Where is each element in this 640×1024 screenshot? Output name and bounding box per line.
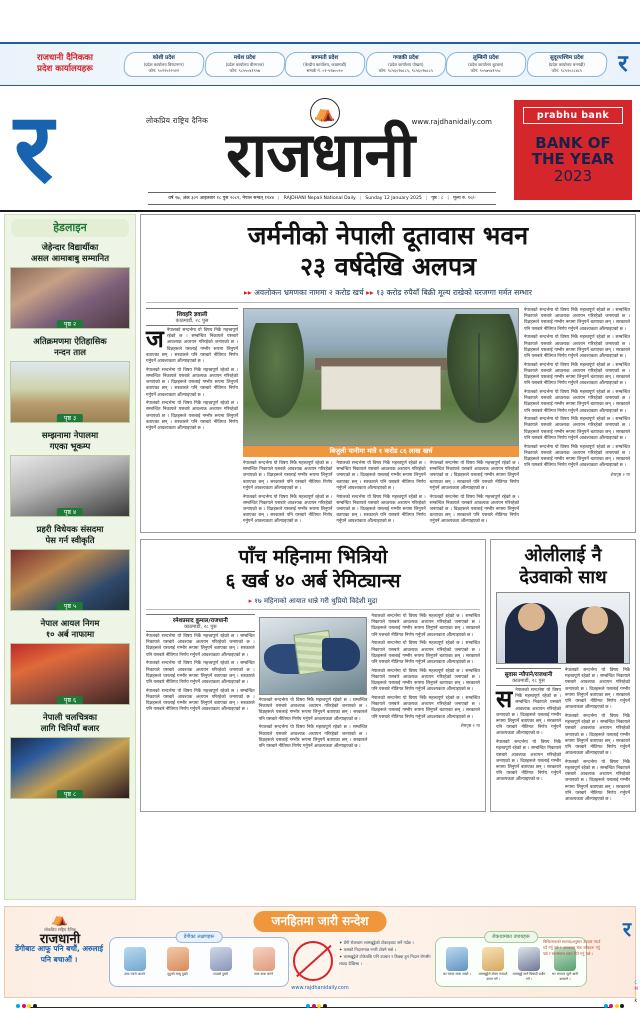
body-paragraph: नेपालको सन्दर्भमा यो विषय निकै महत्त्वपूर्ण रहेको छ । सम्बन्धित निकायले यसबारे आवश्यक अध्ययन गरिरहेको जनाएको छ । विज्ञहरूले यसलाई गम्भीर रूपमा लिनुपर्ने बताएका छन् । सरकारले पनि यसबारे नीतिगत निर्णय गर्नुपर्ने आवश्यकता औंल्याइएको छ । <box>565 759 630 803</box>
body-paragraph: नेपालको सन्दर्भमा यो विषय निकै महत्त्वपूर्ण रहेको छ । सम्बन्धित निकायले यसबारे आवश्यक अध्ययन गरिरहेको जनाएको छ । विज्ञहरूले यसलाई गम्भीर रूपमा लिनुपर्ने बताएका छन् । सरकारले पनि यसबारे नीतिगत निर्णय गर्नुपर्ने आवश्यकता औंल्याइएको छ । <box>371 614 481 638</box>
lead-photo-caption: बिजुली पानीमा मात्रै १ करोड ८६ लाख खर्च <box>243 446 519 457</box>
politics-body <box>496 668 630 806</box>
page-badge: पृष्ठ ६ <box>57 696 83 705</box>
remittance-body <box>146 614 480 753</box>
page-badge: पृष्ठ ४ <box>57 508 83 517</box>
body-paragraph: नेपालको सन्दर्भमा यो विषय निकै महत्त्वपूर्ण रहेको छ । सम्बन्धित निकायले यसबारे आवश्यक अध्ययन गरिरहेको जनाएको छ । विज्ञहरूले यसलाई गम्भीर रूपमा लिनुपर्ने बताएका छन् । सरकारले पनि यसबारे नीतिगत निर्णय गर्नुपर्ने आवश्यकता औंल्याइएको छ । <box>146 367 238 398</box>
rajdhani-mark-icon: र <box>618 50 628 77</box>
lead-headline-line2: २३ वर्षदेखि अलपत्र <box>299 252 476 281</box>
page-badge: पृष्ठ ३ <box>57 414 83 423</box>
prevention-label: लामखुट्टेले टोक्न नपाउने उपाय गर्ने । <box>478 972 508 981</box>
province-office: (प्रदेश कार्यालय वीरगञ्ज) <box>225 61 264 67</box>
body-paragraph: नेपालको सन्दर्भमा यो विषय निकै महत्त्वपूर्ण रहेको छ । सम्बन्धित निकायले यसबारे आवश्यक अध्ययन गरिरहेको जनाएको छ । विज्ञहरूले यसलाई गम्भीर रूपमा लिनुपर्ने बताएका छन् । सरकारले पनि यसबारे नीतिगत निर्णय गर्नुपर्ने आवश्यकता औंल्याइएको छ । <box>371 695 481 720</box>
province-offices-bar <box>0 42 640 86</box>
byline-place: काठमाडौं, २८ पुस <box>184 624 217 631</box>
drop-cap: स <box>496 685 513 714</box>
province-chip[interactable] <box>203 52 285 77</box>
print-registration-bar <box>0 1004 640 1010</box>
sidebar-item-title <box>10 710 130 737</box>
prevention-label: लामखुट्टे मार्ने बिषादी प्रयोग गर्ने । <box>512 972 546 981</box>
spray-icon <box>482 947 504 971</box>
lead-col-right <box>524 308 630 528</box>
no-mosquito-icon <box>293 941 333 981</box>
cover-clothing-icon <box>518 947 540 971</box>
symptom-label: मुटुको मासु दुख्ने <box>167 972 188 976</box>
main-column <box>140 214 636 812</box>
symptom-item <box>114 947 155 977</box>
lead-headline <box>146 220 630 282</box>
symptom-item <box>200 947 241 977</box>
lead-endmark: शेषपृष्ठ २ मा <box>610 472 630 478</box>
province-chip[interactable] <box>364 52 446 77</box>
remittance-byline <box>146 614 255 632</box>
body-paragraph: नेपालको सन्दर्भमा यो विषय निकै महत्त्वपूर्ण रहेको छ । सम्बन्धित निकायले यसबारे आवश्यक अध्ययन गरिरहेको जनाएको छ । विज्ञहरूले यसलाई गम्भीर रूपमा लिनुपर्ने बताएका छन् । सरकारले पनि यसबारे नीतिगत निर्णय गर्नुपर्ने आवश्यकता औंल्याइएको छ । <box>336 461 426 491</box>
lead-text-left <box>146 325 238 432</box>
symptom-label: उच्च ज्वरो आउने <box>124 972 145 976</box>
sidebar-item-title <box>10 522 130 549</box>
body-paragraph: नेपालको सन्दर्भमा यो विषय निकै महत्त्वपूर्ण रहेको छ । सम्बन्धित निकायले यसबारे आवश्यक अध्ययन गरिरहेको जनाएको छ । विज्ञहरूले यसलाई गम्भीर रूपमा लिनुपर्ने बताएका छन् । सरकारले पनि यसबारे नीतिगत निर्णय गर्नुपर्ने आवश्यकता औंल्याइएको छ । <box>146 688 255 713</box>
ad-bullet: ✦ डेंगी रोकथाम लामखुट्टेको टोकाइबाट सर्ने गर्दछ । <box>339 940 414 945</box>
ad-banner: जनहितमा जारी सन्देश <box>254 911 387 932</box>
province-office: (प्रदेश कार्यालय धनगढी) <box>548 61 585 67</box>
province-office: (केन्द्रीय कार्यालय, काठमाडौं) <box>303 61 347 67</box>
province-phone: फोन: ९०२१५२२५२२ <box>148 67 179 73</box>
province-bar-title-line1: राजधानी दैनिकका <box>37 53 93 63</box>
lead-text-columns <box>243 461 519 528</box>
symptom-item <box>243 947 284 977</box>
secondary-stories <box>140 539 636 812</box>
sidebar-photo <box>10 549 130 611</box>
politics-photo <box>496 592 630 664</box>
rajdhani-mark-icon: र <box>622 917 631 941</box>
sidebar-title-line1: प्रहरी विधेयक संसदमा <box>36 524 104 534</box>
body-paragraph: नेपालको सन्दर्भमा यो विषय निकै महत्त्वपूर्ण रहेको छ । सम्बन्धित निकायले यसबारे आवश्यक अध्ययन गरिरहेको जनाएको छ । विज्ञहरूले यसलाई गम्भीर रूपमा लिनुपर्ने बताएका छन् । सरकारले पनि यसबारे नीतिगत निर्णय गर्नुपर्ने आवश्यकता औंल्याइएको छ । <box>146 634 255 658</box>
ad-bullet: ✦ लामखुट्टेले टोकेपछि पनि उपचार र ठिक्क हुन निदान रोगसँग लडाइ देखिन्छ । <box>339 954 431 966</box>
masthead <box>0 92 640 210</box>
body-paragraph: नेपालको सन्दर्भमा यो विषय निकै महत्त्वपूर्ण रहेको छ । सम्बन्धित निकायले यसबारे आवश्यक अध्ययन गरिरहेको जनाएको छ । विज्ञहरूले यसलाई गम्भीर रूपमा लिनुपर्ने बताएका छन् । सरकारले पनि यसबारे नीतिगत निर्णय गर्नुपर्ने आवश्यकता औंल्याइएको छ । <box>429 461 519 491</box>
lead-subheads <box>146 287 630 303</box>
body-paragraph: नेपालको सन्दर्भमा यो विषय निकै महत्त्वपूर्ण रहेको छ । सम्बन्धित निकायले यसबारे आवश्यक अध्ययन गरिरहेको जनाएको छ । विज्ञहरूले यसलाई गम्भीर रूपमा लिनुपर्ने बताएका छन् । सरकारले पनि यसबारे नीतिगत निर्णय गर्नुपर्ने आवश्यकता औंल्याइएको छ । <box>524 308 630 332</box>
body-paragraph: नेपालको सन्दर्भमा यो विषय निकै महत्त्वपूर्ण रहेको छ । सम्बन्धित निकायले यसबारे आवश्यक अध्ययन गरिरहेको जनाएको छ । विज्ञहरूले यसलाई गम्भीर रूपमा लिनुपर्ने बताएका छन् । सरकारले पनि यसबारे नीतिगत निर्णय गर्नुपर्ने आवश्यकता औंल्याइएको छ । <box>524 362 630 387</box>
province-office: (प्रदेश कार्यालय विराटनगर) <box>143 61 184 67</box>
headache-icon <box>210 947 232 971</box>
symptom-item <box>157 947 198 977</box>
province-bar-title <box>0 53 122 75</box>
sidebar-title-line2: असल आमाबाबु सम्मानित <box>31 253 109 263</box>
body-paragraph: नेपालको सन्दर्भमा यो विषय निकै महत्त्वपूर्ण रहेको छ । सम्बन्धित निकायले यसबारे आवश्यक अध्ययन गरिरहेको जनाएको छ । विज्ञहरूले यसलाई गम्भीर रूपमा लिनुपर्ने बताएका छन् । सरकारले पनि यसबारे नीतिगत निर्णय गर्नुपर्ने आवश्यकता औंल्याइएको छ । <box>496 688 561 737</box>
province-office: (प्रदेश कार्यालय पोखरा) <box>387 61 423 67</box>
province-phone: फोन: ९८५६०२७८८५, ९८५६०२७८८५ <box>378 67 433 73</box>
body-paragraph: नेपालको सन्दर्भमा यो विषय निकै महत्त्वपूर्ण रहेको छ । सम्बन्धित निकायले यसबारे आवश्यक अध्ययन गरिरहेको जनाएको छ । विज्ञहरूले यसलाई गम्भीर रूपमा लिनुपर्ने बताएका छन् । सरकारले पनि यसबारे नीतिगत निर्णय गर्नुपर्ने आवश्यकता औंल्याइएको छ । <box>146 401 238 432</box>
masthead-center <box>140 92 500 210</box>
body-paragraph: नेपालको सन्दर्भमा यो विषय निकै महत्त्वपूर्ण रहेको छ । सम्बन्धित निकायले यसबारे आवश्यक अध्ययन गरिरहेको जनाएको छ । विज्ञहरूले यसलाई गम्भीर रूपमा लिनुपर्ने बताएका छन् । सरकारले पनि यसबारे नीतिगत निर्णय गर्नुपर्ने आवश्यकता औंल्याइएको छ । <box>258 725 368 749</box>
footer-logo-sub: लोकप्रिय राष्ट्रिय दैनिक <box>44 927 76 932</box>
lead-bullet-1: अवलोकन भ्रमणका नाममा २ करोड खर्च <box>254 288 364 297</box>
remittance-subhead: ▸ १७ महिनाको आयात धान्ने गरी थुप्रियो विदेशी मुद्रा <box>146 596 480 610</box>
sidebar-title-line1: नेपाल आयल निगम <box>40 618 100 628</box>
province-name: कोशी प्रदेश <box>152 54 175 61</box>
prevention-item <box>476 947 510 982</box>
province-chip[interactable] <box>284 52 366 77</box>
body-paragraph: नेपालको सन्दर्भमा यो विषय निकै महत्त्वपूर्ण रहेको छ । सम्बन्धित निकायले यसबारे आवश्यक अध्ययन गरिरहेको जनाएको छ । विज्ञहरूले यसलाई गम्भीर रूपमा लिनुपर्ने बताएका छन् । सरकारले पनि यसबारे नीतिगत निर्णय गर्नुपर्ने आवश्यकता औंल्याइएको छ । <box>429 494 519 525</box>
byline-place: काठमाडौं, २८ पुस <box>512 678 545 685</box>
byline-name: सुवास न्यौपाने/राजधानी <box>504 672 553 679</box>
body-paragraph: नेपालको सन्दर्भमा यो विषय निकै महत्त्वपूर्ण रहेको छ । सम्बन्धित निकायले यसबारे आवश्यक अध्ययन गरिरहेको जनाएको छ । विज्ञहरूले यसलाई गम्भीर रूपमा लिनुपर्ने बताएका छन् । सरकारले पनि यसबारे नीतिगत निर्णय गर्नुपर्ने आवश्यकता औंल्याइएको छ । <box>524 335 630 359</box>
cmyk-c: C <box>634 980 638 985</box>
lead-body <box>146 308 630 528</box>
sidebar-title-line2: पेस गर्न स्वीकृति <box>45 535 95 545</box>
politics-headline-line1: ओलीलाई नै <box>524 545 602 567</box>
page-badge: पृष्ठ ८ <box>57 790 83 799</box>
body-paragraph: नेपालको सन्दर्भमा यो विषय निकै महत्त्वपूर्ण रहेको छ । सम्बन्धित निकायले यसबारे आवश्यक अध्ययन गरिरहेको जनाएको छ । विज्ञहरूले यसलाई गम्भीर रूपमा लिनुपर्ने बताएका छन् । सरकारले पनि यसबारे नीतिगत निर्णय गर्नुपर्ने आवश्यकता औंल्याइएको छ । <box>146 328 238 365</box>
byline-place: काठमाडौं, २८ पुस <box>175 318 209 324</box>
ad-line-2: THE YEAR <box>531 150 615 168</box>
body-paragraph: नेपालको सन्दर्भमा यो विषय निकै महत्त्वपूर्ण रहेको छ । सम्बन्धित निकायले यसबारे आवश्यक अध्ययन गरिरहेको जनाएको छ । विज्ञहरूले यसलाई गम्भीर रूपमा लिनुपर्ने बताएका छन् । सरकारले पनि यसबारे नीतिगत निर्णय गर्नुपर्ने आवश्यकता औंल्याइएको छ । <box>243 461 333 491</box>
remittance-headline-line1: पाँच महिनामा भित्रियो <box>238 546 388 569</box>
sidebar-title-line2: लागि चिनियाँ बजार <box>40 723 100 733</box>
province-name: सुदूरपश्चिम प्रदेश <box>549 54 584 61</box>
footer-logo <box>17 913 103 947</box>
body-paragraph: नेपालको सन्दर्भमा यो विषय निकै महत्त्वपूर्ण रहेको छ । सम्बन्धित निकायले यसबारे आवश्यक अध्ययन गरिरहेको जनाएको छ । विज्ञहरूले यसलाई गम्भीर रूपमा लिनुपर्ने बताएका छन् । सरकारले पनि यसबारे नीतिगत निर्णय गर्नुपर्ने आवश्यकता औंल्याइएको छ । <box>336 494 426 525</box>
nausea-icon <box>253 947 275 971</box>
prevention-label: भर लगाएर सुत्ने बानी बसाल्ने । <box>551 972 579 981</box>
bullet-marker-icon: ▸▸ <box>244 288 252 297</box>
province-bar-title-line2: प्रदेश कार्यालयहरू <box>37 64 93 74</box>
body-paragraph: नेपालको सन्दर्भमा यो विषय निकै महत्त्वपूर्ण रहेको छ । सम्बन्धित निकायले यसबारे आवश्यक अध्ययन गरिरहेको जनाएको छ । विज्ञहरूले यसलाई गम्भीर रूपमा लिनुपर्ने बताएका छन् । सरकारले पनि यसबारे नीतिगत निर्णय गर्नुपर्ने आवश्यकता औंल्याइएको छ । <box>565 668 630 711</box>
sidebar-title-line1: नेपाली चलचित्रका <box>42 712 98 722</box>
cmyk-y: Y <box>634 992 637 997</box>
fever-icon <box>124 947 146 971</box>
sidebar-title-line2: १० अर्ब नाफामा <box>45 629 95 639</box>
body-paragraph: नेपालको सन्दर्भमा यो विषय निकै महत्त्वपूर्ण रहेको छ । सम्बन्धित निकायले यसबारे आवश्यक अध्ययन गरिरहेको जनाएको छ । विज्ञहरूले यसलाई गम्भीर रूपमा लिनुपर्ने बताएका छन् । सरकारले पनि यसबारे नीतिगत निर्णय गर्नुपर्ने आवश्यकता औंल्याइएको छ । <box>258 698 368 722</box>
lead-bullet-2: १३ करोड रुपैयाँ बिक्री मूल्य राखेको घरजग्गा मर्मत सम्भार <box>376 288 532 297</box>
sidebar-title-line2: गएका भूकम्प <box>49 441 91 451</box>
lead-byline <box>146 308 238 326</box>
ad-line-3: 2023 <box>553 167 593 185</box>
sidebar-photo <box>10 643 130 705</box>
prabhu-bank-logo: prabhu bank <box>523 107 623 124</box>
province-phone: फोन: ९८५५०४१९५७ <box>229 67 260 73</box>
muscle-pain-icon <box>167 947 189 971</box>
headline-sidebar <box>4 214 136 900</box>
dateline-pages: पृष्ठ : ८ <box>431 195 444 201</box>
masthead-website-url: www.rajdhanidaily.com <box>411 118 492 126</box>
sidebar-item-3[interactable] <box>5 522 135 616</box>
remittance-headline <box>146 545 480 593</box>
body-paragraph: नेपालको सन्दर्भमा यो विषय निकै महत्त्वपूर्ण रहेको छ । सम्बन्धित निकायले यसबारे आवश्यक अध्ययन गरिरहेको जनाएको छ । विज्ञहरूले यसलाई गम्भीर रूपमा लिनुपर्ने बताएका छन् । सरकारले पनि यसबारे नीतिगत निर्णय गर्नुपर्ने आवश्यकता औंल्याइएको छ । <box>565 713 630 757</box>
sidebar-item-1[interactable] <box>5 334 135 428</box>
province-chip[interactable] <box>445 52 527 77</box>
sidebar-title-line1: सम्झनामा नेपालमा <box>41 430 99 440</box>
province-name: लुम्बिनी प्रदेश <box>472 54 499 61</box>
temple-emblem-icon: ⛺ <box>51 912 69 927</box>
body-paragraph: नेपालको सन्दर्भमा यो विषय निकै महत्त्वपूर्ण रहेको छ । सम्बन्धित निकायले यसबारे आवश्यक अध्ययन गरिरहेको जनाएको छ । विज्ञहरूले यसलाई गम्भीर रूपमा लिनुपर्ने बताएका छन् । सरकारले पनि यसबारे नीतिगत निर्णय गर्नुपर्ने आवश्यकता औंल्याइएको छ । <box>496 740 561 783</box>
sidebar-item-title <box>10 428 130 455</box>
sidebar-title-line1: अतिक्रमणमा ऐतिहासिक <box>33 336 107 346</box>
province-chip[interactable] <box>525 52 607 77</box>
sidebar-item-4[interactable] <box>5 616 135 710</box>
lead-col-left <box>146 308 238 528</box>
page-badge: पृष्ठ २ <box>57 320 83 329</box>
ad-bullet: ✦ यसको निदानमात्र नगरी टोक्ने गर्छ । <box>339 947 396 952</box>
remittance-endmark: शेषपृष्ठ २ मा <box>460 724 481 730</box>
remittance-story[interactable] <box>140 539 486 812</box>
ad-line-1: BANK OF <box>535 134 611 152</box>
politics-byline <box>496 668 561 686</box>
cmyk-marks <box>635 980 638 1004</box>
sidebar-item-title <box>10 240 130 267</box>
lead-headline-line1: जर्मनीको नेपाली दूतावास भवन <box>247 221 529 250</box>
province-name: बागमती प्रदेश <box>311 54 339 61</box>
body-paragraph: नेपालको सन्दर्भमा यो विषय निकै महत्त्वपूर्ण रहेको छ । सम्बन्धित निकायले यसबारे आवश्यक अध्ययन गरिरहेको जनाएको छ । विज्ञहरूले यसलाई गम्भीर रूपमा लिनुपर्ने बताएका छन् । सरकारले पनि यसबारे नीतिगत निर्णय गर्नुपर्ने आवश्यकता औंल्याइएको छ । <box>524 389 630 414</box>
body-paragraph: नेपालको सन्दर्भमा यो विषय निकै महत्त्वपूर्ण रहेको छ । सम्बन्धित निकायले यसबारे आवश्यक अध्ययन गरिरहेको जनाएको छ । विज्ञहरूले यसलाई गम्भीर रूपमा लिनुपर्ने बताएका छन् । सरकारले पनि यसबारे नीतिगत निर्णय गर्नुपर्ने आवश्यकता औंल्याइएको छ । <box>243 494 333 525</box>
sidebar-photo <box>10 737 130 799</box>
footer-logo-text: राजधानी <box>39 932 81 947</box>
province-phone: फोन: ९८५१०८८४८५ <box>551 67 582 73</box>
politics-headline-line2: देउवाको साथ <box>519 567 607 589</box>
symptoms-panel-tag: डेंगीका लक्षणहरू <box>176 931 223 943</box>
cmyk-k: K <box>634 998 638 1003</box>
remittance-photo <box>259 617 368 695</box>
prevention-label: घर वरपर सफा राख्ने । <box>443 972 471 976</box>
byline-name: शिवहरि ज्ञवाली <box>176 312 208 318</box>
symptom-label: वाक वाक लाग्ने <box>254 972 273 976</box>
lead-photo <box>243 308 519 446</box>
content-area <box>0 212 640 902</box>
ad-website-url: www.rajdhanidaily.com <box>291 985 349 991</box>
bullet-marker-icon: ▸ <box>248 597 253 606</box>
politics-story[interactable] <box>490 539 636 812</box>
cmyk-m: M <box>634 986 638 991</box>
province-name: गण्डकी प्रदेश <box>392 54 418 61</box>
ad-tagline: डेंगीबाट आफू पनि बचौं, अरुलाई पनि बचाऔं । <box>15 944 103 964</box>
body-paragraph: नेपालको सन्दर्भमा यो विषय निकै महत्त्वपूर्ण रहेको छ । सम्बन्धित निकायले यसबारे आवश्यक अध्ययन गरिरहेको जनाएको छ । विज्ञहरूले यसलाई गम्भीर रूपमा लिनुपर्ने बताएका छन् । सरकारले पनि यसबारे नीतिगत निर्णय गर्नुपर्ने आवश्यकता औंल्याइएको छ । <box>371 668 481 693</box>
sidebar-item-title <box>10 616 130 643</box>
sidebar-photo <box>10 455 130 517</box>
clean-surroundings-icon <box>446 947 468 971</box>
body-paragraph: नेपालको सन्दर्भमा यो विषय निकै महत्त्वपूर्ण रहेको छ । सम्बन्धित निकायले यसबारे आवश्यक अध्ययन गरिरहेको जनाएको छ । विज्ञहरूले यसलाई गम्भीर रूपमा लिनुपर्ने बताएका छन् । सरकारले पनि यसबारे नीतिगत निर्णय गर्नुपर्ने आवश्यकता औंल्याइएको छ । <box>146 661 255 685</box>
drop-cap: ज <box>146 325 164 353</box>
dateline-english: RAJDHANI Nepali National Daily <box>283 195 356 201</box>
page-badge: पृष्ठ ५ <box>57 602 83 611</box>
byline-name: रमेशप्रसाद कुमाल/राजधानी <box>172 618 228 625</box>
prevention-panel-tag: रोकथामका उपायहरू <box>484 931 538 943</box>
lead-text-right <box>524 308 630 469</box>
sidebar-item-title <box>10 334 130 361</box>
lead-col-center <box>243 308 519 528</box>
prevention-item <box>512 947 546 982</box>
province-name: मधेश प्रदेश <box>233 54 256 61</box>
sidebar-photo <box>10 361 130 423</box>
temple-emblem-icon: ⛺ <box>310 98 340 128</box>
body-paragraph: नेपालको सन्दर्भमा यो विषय निकै महत्त्वपूर्ण रहेको छ । सम्बन्धित निकायले यसबारे आवश्यक अध्ययन गरिरहेको जनाएको छ । विज्ञहरूले यसलाई गम्भीर रूपमा लिनुपर्ने बताएका छन् । सरकारले पनि यसबारे नीतिगत निर्णय गर्नुपर्ने आवश्यकता औंल्याइएको छ । <box>524 444 630 469</box>
dateline-date-en: Sunday 12 January 2025 <box>365 195 422 201</box>
dateline: वर्ष २७, अंक ३०९ आइतबार २८ पुस २०८१, नेपाल सम्वत् ११४४ | RAJDHANI Nepali National Daily | Sunday 12 January 2025 | पृष्ठ : ८ | मूल्य रु. १०/- <box>148 192 496 205</box>
province-phone: फोन: ९०५७५४१५५८ <box>470 67 501 73</box>
province-office: (प्रदेश कार्यालय बुटवल) <box>468 61 504 67</box>
sidebar-item-0[interactable] <box>5 240 135 334</box>
page-title: राजधानी <box>225 118 415 191</box>
sidebar-title-line1: जेहेन्दार विद्यार्थीका <box>41 242 99 252</box>
public-health-ad[interactable] <box>4 906 636 998</box>
sidebar-header: हेडलाइन <box>11 219 129 237</box>
province-chip[interactable] <box>123 52 205 77</box>
province-phone: सम्पर्क नं. ०१-५२७००१० <box>306 67 343 73</box>
prevention-item <box>440 947 474 982</box>
remittance-headline-line2: ६ खर्ब ४० अर्ब रेमिट्यान्स <box>225 570 401 593</box>
sidebar-item-5[interactable] <box>5 710 135 804</box>
sidebar-photo <box>10 267 130 329</box>
sidebar-title-line2: नन्दन ताल <box>54 347 86 357</box>
prabhu-bank-ad[interactable] <box>514 100 632 200</box>
bullet-marker-icon: ▸▸ <box>366 288 374 297</box>
dateline-nepali: वर्ष २७, अंक ३०९ आइतबार २८ पुस २०८१, नेपाल सम्वत् ११४४ <box>168 195 275 201</box>
politics-headline <box>496 545 630 589</box>
symptom-label: टाउको दुख्ने <box>213 972 228 976</box>
ad-bullets <box>339 939 435 967</box>
ad-note: चिकित्सकको सल्लाहअनुसार उपचार गराउँ गर्दै गर्नु पर्छ र आवश्यक चेक जाँचहरू गर्नु पर्छ र स्वास्थ्यमा ध्यान दिने गर्नु पर्छ । <box>543 939 601 956</box>
masthead-kicker: लोकप्रिय राष्ट्रिय दैनिक <box>146 116 209 125</box>
body-paragraph: नेपालको सन्दर्भमा यो विषय निकै महत्त्वपूर्ण रहेको छ । सम्बन्धित निकायले यसबारे आवश्यक अध्ययन गरिरहेको जनाएको छ । विज्ञहरूले यसलाई गम्भीर रूपमा लिनुपर्ने बताएका छन् । सरकारले पनि यसबारे नीतिगत निर्णय गर्नुपर्ने आवश्यकता औंल्याइएको छ । <box>524 417 630 441</box>
symptoms-panel <box>109 934 289 987</box>
province-chip-list <box>122 52 606 77</box>
sidebar-item-2[interactable] <box>5 428 135 522</box>
dateline-price: मूल्य रु. १०/- <box>453 195 476 201</box>
masthead-logo-icon: र <box>14 92 54 204</box>
body-paragraph: नेपालको सन्दर्भमा यो विषय निकै महत्त्वपूर्ण रहेको छ । सम्बन्धित निकायले यसबारे आवश्यक अध्ययन गरिरहेको जनाएको छ । विज्ञहरूले यसलाई गम्भीर रूपमा लिनुपर्ने बताएका छन् । सरकारले पनि यसबारे नीतिगत निर्णय गर्नुपर्ने आवश्यकता औंल्याइएको छ । <box>371 641 481 665</box>
lead-story[interactable] <box>140 214 636 533</box>
